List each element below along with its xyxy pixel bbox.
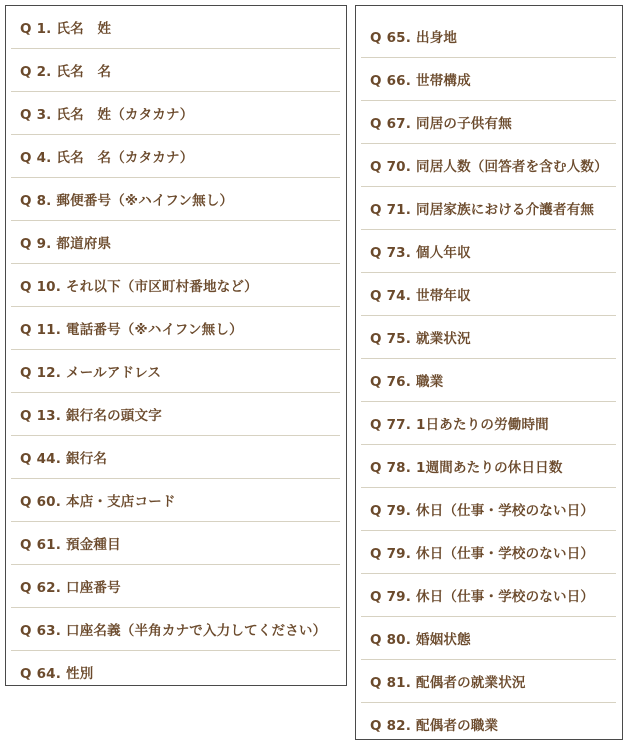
question-row	[11, 307, 340, 350]
question-label: Q 9. 都道府県	[20, 236, 112, 252]
question-label: Q 60. 本店・支店コード	[20, 494, 176, 510]
question-row	[361, 187, 616, 230]
question-label: Q 79. 休日（仕事・学校のない日）	[370, 503, 595, 519]
question-label: Q 73. 個人年収	[370, 245, 471, 261]
question-row	[361, 617, 616, 660]
question-row	[11, 565, 340, 608]
question-row	[361, 359, 616, 402]
question-label: Q 81. 配偶者の就業状況	[370, 675, 526, 691]
question-label: Q 61. 預金種目	[20, 537, 121, 553]
question-row	[361, 15, 616, 58]
question-row	[361, 531, 616, 574]
question-label: Q 80. 婚姻状態	[370, 632, 471, 648]
question-row	[11, 6, 340, 49]
question-row	[11, 522, 340, 565]
question-row	[361, 660, 616, 703]
question-label: Q 76. 職業	[370, 374, 444, 390]
question-row	[11, 436, 340, 479]
question-row	[361, 703, 616, 746]
question-row	[11, 49, 340, 92]
question-label: Q 11. 電話番号（※ハイフン無し）	[20, 322, 243, 338]
question-row	[11, 393, 340, 436]
question-row	[361, 574, 616, 617]
question-label: Q 65. 出身地	[370, 30, 458, 46]
question-row	[361, 144, 616, 187]
question-label: Q 82. 配偶者の職業	[370, 718, 499, 734]
question-label: Q 67. 同居の子供有無	[370, 116, 512, 132]
question-label: Q 75. 就業状況	[370, 331, 471, 347]
question-label: Q 70. 同居人数（回答者を含む人数）	[370, 159, 608, 175]
question-label: Q 79. 休日（仕事・学校のない日）	[370, 546, 595, 562]
question-row	[11, 92, 340, 135]
question-row	[361, 230, 616, 273]
question-row	[11, 135, 340, 178]
question-label: Q 66. 世帯構成	[370, 73, 471, 89]
question-row	[361, 316, 616, 359]
question-row	[361, 58, 616, 101]
question-row	[361, 273, 616, 316]
question-label: Q 62. 口座番号	[20, 580, 121, 596]
question-label: Q 78. 1週間あたりの休日日数	[370, 460, 563, 476]
question-row	[11, 608, 340, 651]
question-row	[11, 651, 340, 694]
question-label: Q 44. 銀行名	[20, 451, 108, 467]
question-list-right	[355, 5, 623, 740]
question-label: Q 2. 氏名 名	[20, 64, 112, 80]
question-row	[361, 488, 616, 531]
question-label: Q 4. 氏名 名（カタカナ）	[20, 150, 194, 166]
question-row	[361, 445, 616, 488]
question-label: Q 77. 1日あたりの労働時間	[370, 417, 549, 433]
question-list-left	[5, 5, 347, 686]
question-label: Q 1. 氏名 姓	[20, 21, 112, 37]
question-label: Q 12. メールアドレス	[20, 365, 162, 381]
question-row	[11, 264, 340, 307]
question-label: Q 79. 休日（仕事・学校のない日）	[370, 589, 595, 605]
question-label: Q 10. それ以下（市区町村番地など）	[20, 279, 258, 295]
question-label: Q 8. 郵便番号（※ハイフン無し）	[20, 193, 234, 209]
question-row	[11, 350, 340, 393]
question-row	[11, 479, 340, 522]
question-label: Q 74. 世帯年収	[370, 288, 471, 304]
question-label: Q 3. 氏名 姓（カタカナ）	[20, 107, 194, 123]
question-label: Q 64. 性別	[20, 666, 94, 682]
question-label: Q 63. 口座名義（半角カナで入力してください）	[20, 623, 327, 639]
question-label: Q 71. 同居家族における介護者有無	[370, 202, 595, 218]
question-row	[11, 221, 340, 264]
question-row	[11, 178, 340, 221]
question-row	[361, 402, 616, 445]
question-label: Q 13. 銀行名の頭文字	[20, 408, 162, 424]
question-row	[361, 101, 616, 144]
